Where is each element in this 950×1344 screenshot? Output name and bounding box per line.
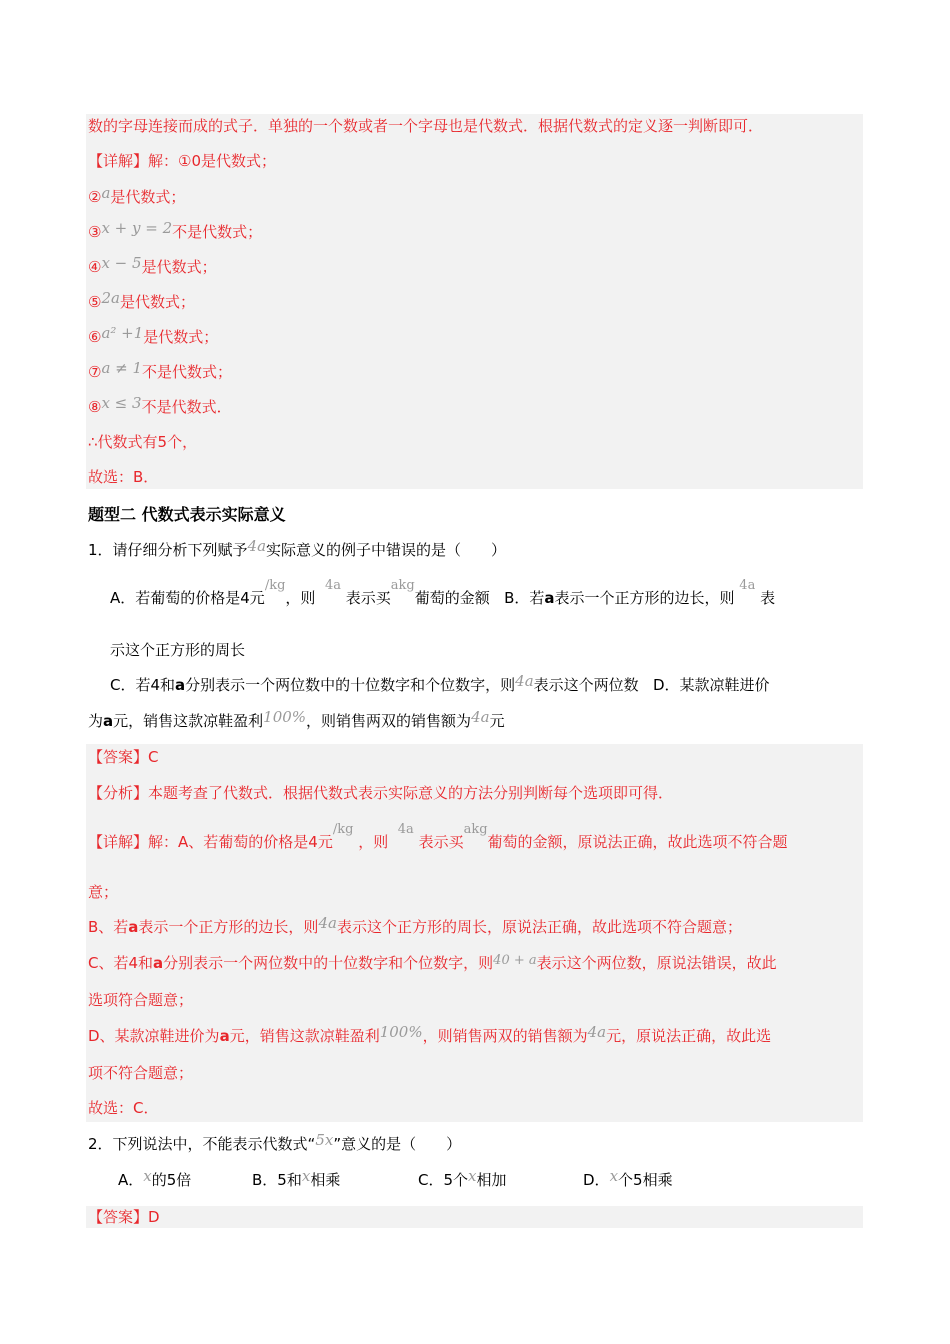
math-expression: 4a — [587, 1023, 607, 1041]
unit-label: /kg — [332, 822, 354, 837]
math-expression: 4a — [515, 672, 534, 690]
math-expression: a² +1 — [101, 324, 144, 342]
question-1-option-c-d: C．若4和a分别表示一个两位数中的十位数字和个位数字，则4a表示这个两位数 D．某款凉鞋进价 — [110, 672, 770, 694]
math-expression: 4a — [739, 578, 756, 593]
math-expression: x ≤ 3 — [101, 394, 142, 412]
detail-text: 解：①0是代数式； — [148, 152, 277, 170]
math-expression: 4a — [324, 578, 341, 593]
unit-label: akg — [390, 578, 415, 593]
section-title: 题型二 代数式表示实际意义 — [88, 505, 286, 524]
math-expression: a ≠ 1 — [101, 359, 143, 377]
detail-1-a: 【详解】解：A、若葡萄的价格是4元/kg ，则 4a 表示买akg葡萄的金额，原说法正确，故此选项不符合题 — [88, 822, 788, 851]
math-expression: x − 5 — [101, 254, 142, 272]
analysis-continuation: 数的字母连接而成的式子．单独的一个数或者一个字母也是代数式．根据代数式的定义逐一判断即可． — [88, 117, 764, 135]
detail-line — [88, 151, 276, 171]
question-1-option-d-continuation: 为a元，销售这款凉鞋盈利100%，则销售两双的销售额为4a元 — [88, 708, 505, 730]
math-expression: 2a — [101, 289, 120, 307]
unit-label: akg — [463, 822, 488, 837]
choice-line: 故选：B． — [88, 468, 159, 486]
math-expression: 4a — [397, 822, 414, 837]
answer-2-line: 【答案】D — [88, 1208, 160, 1226]
math-expression: 100% — [263, 708, 307, 726]
question-1-option-a-b: A．若葡萄的价格是4元/kg，则 4a 表示买akg葡萄的金额 B．若a表示一个正方形的边长，则 4a 表 — [110, 578, 776, 607]
question-2-option-d: D．x个5相乘 — [583, 1167, 673, 1189]
math-expression: a — [101, 184, 111, 202]
detail-item-8: ⑧x ≤ 3不是代数式． — [88, 394, 232, 416]
question-2-option-a: A．x的5倍 — [118, 1167, 192, 1189]
detail-1-d: D、某款凉鞋进价为a元，销售这款凉鞋盈利100%，则销售两双的销售额为4a元，原说法正确，故此选 — [88, 1023, 772, 1045]
question-2-option-c: C．5个x相加 — [418, 1167, 507, 1189]
question-1-stem: 1．请仔细分析下列赋予4a实际意义的例子中错误的是（ ） — [88, 537, 507, 559]
detail-1-c: C、若4和a分别表示一个两位数中的十位数字和个位数字，则40 + a表示这个两位数，原说法错误，故此 — [88, 953, 777, 972]
detail-item-5: ⑤2a是代数式； — [88, 289, 195, 311]
math-expression: 4a — [471, 708, 490, 726]
answer-1-line: 【答案】C — [88, 748, 159, 766]
choice-1-line: 故选：C． — [88, 1099, 159, 1117]
detail-item-2: ②a是代数式； — [88, 184, 186, 206]
detail-item-7: ⑦a ≠ 1不是代数式； — [88, 359, 233, 381]
math-expression: x + y = 2 — [101, 219, 173, 237]
detail-1-a-continuation: 意； — [88, 883, 119, 901]
math-expression: 100% — [379, 1023, 423, 1041]
analysis-1-line: 【分析】本题考查了代数式．根据代数式表示实际意义的方法分别判断每个选项即可得． — [88, 784, 674, 802]
math-expression: 40 + a — [493, 953, 537, 968]
answer-block-3-background — [86, 1206, 863, 1228]
math-expression: 4a — [247, 537, 267, 555]
detail-item-3: ③x + y = 2不是代数式； — [88, 219, 263, 241]
math-expression: 4a — [318, 914, 337, 932]
question-1-option-b-continuation: 示这个正方形的周长 — [110, 641, 246, 659]
detail-item-4: ④x − 5是代数式； — [88, 254, 217, 276]
detail-1-b: B、若a表示一个正方形的边长，则4a表示这个正方形的周长，原说法正确，故此选项不符合题意； — [88, 914, 742, 936]
count-line: ∴代数式有5个， — [88, 433, 198, 451]
unit-label: /kg — [264, 578, 286, 593]
question-2-stem: 2．下列说法中，不能表示代数式“5x”意义的是（ ） — [88, 1131, 462, 1153]
detail-item-6: ⑥a² +1是代数式； — [88, 324, 219, 346]
detail-tag: 【详解】 — [88, 152, 149, 170]
question-2-option-b: B．5和x相乘 — [252, 1167, 341, 1189]
detail-1-d-continuation: 项不符合题意； — [88, 1064, 194, 1082]
math-expression: 5x — [315, 1131, 334, 1149]
detail-1-c-continuation: 选项符合题意； — [88, 991, 194, 1009]
